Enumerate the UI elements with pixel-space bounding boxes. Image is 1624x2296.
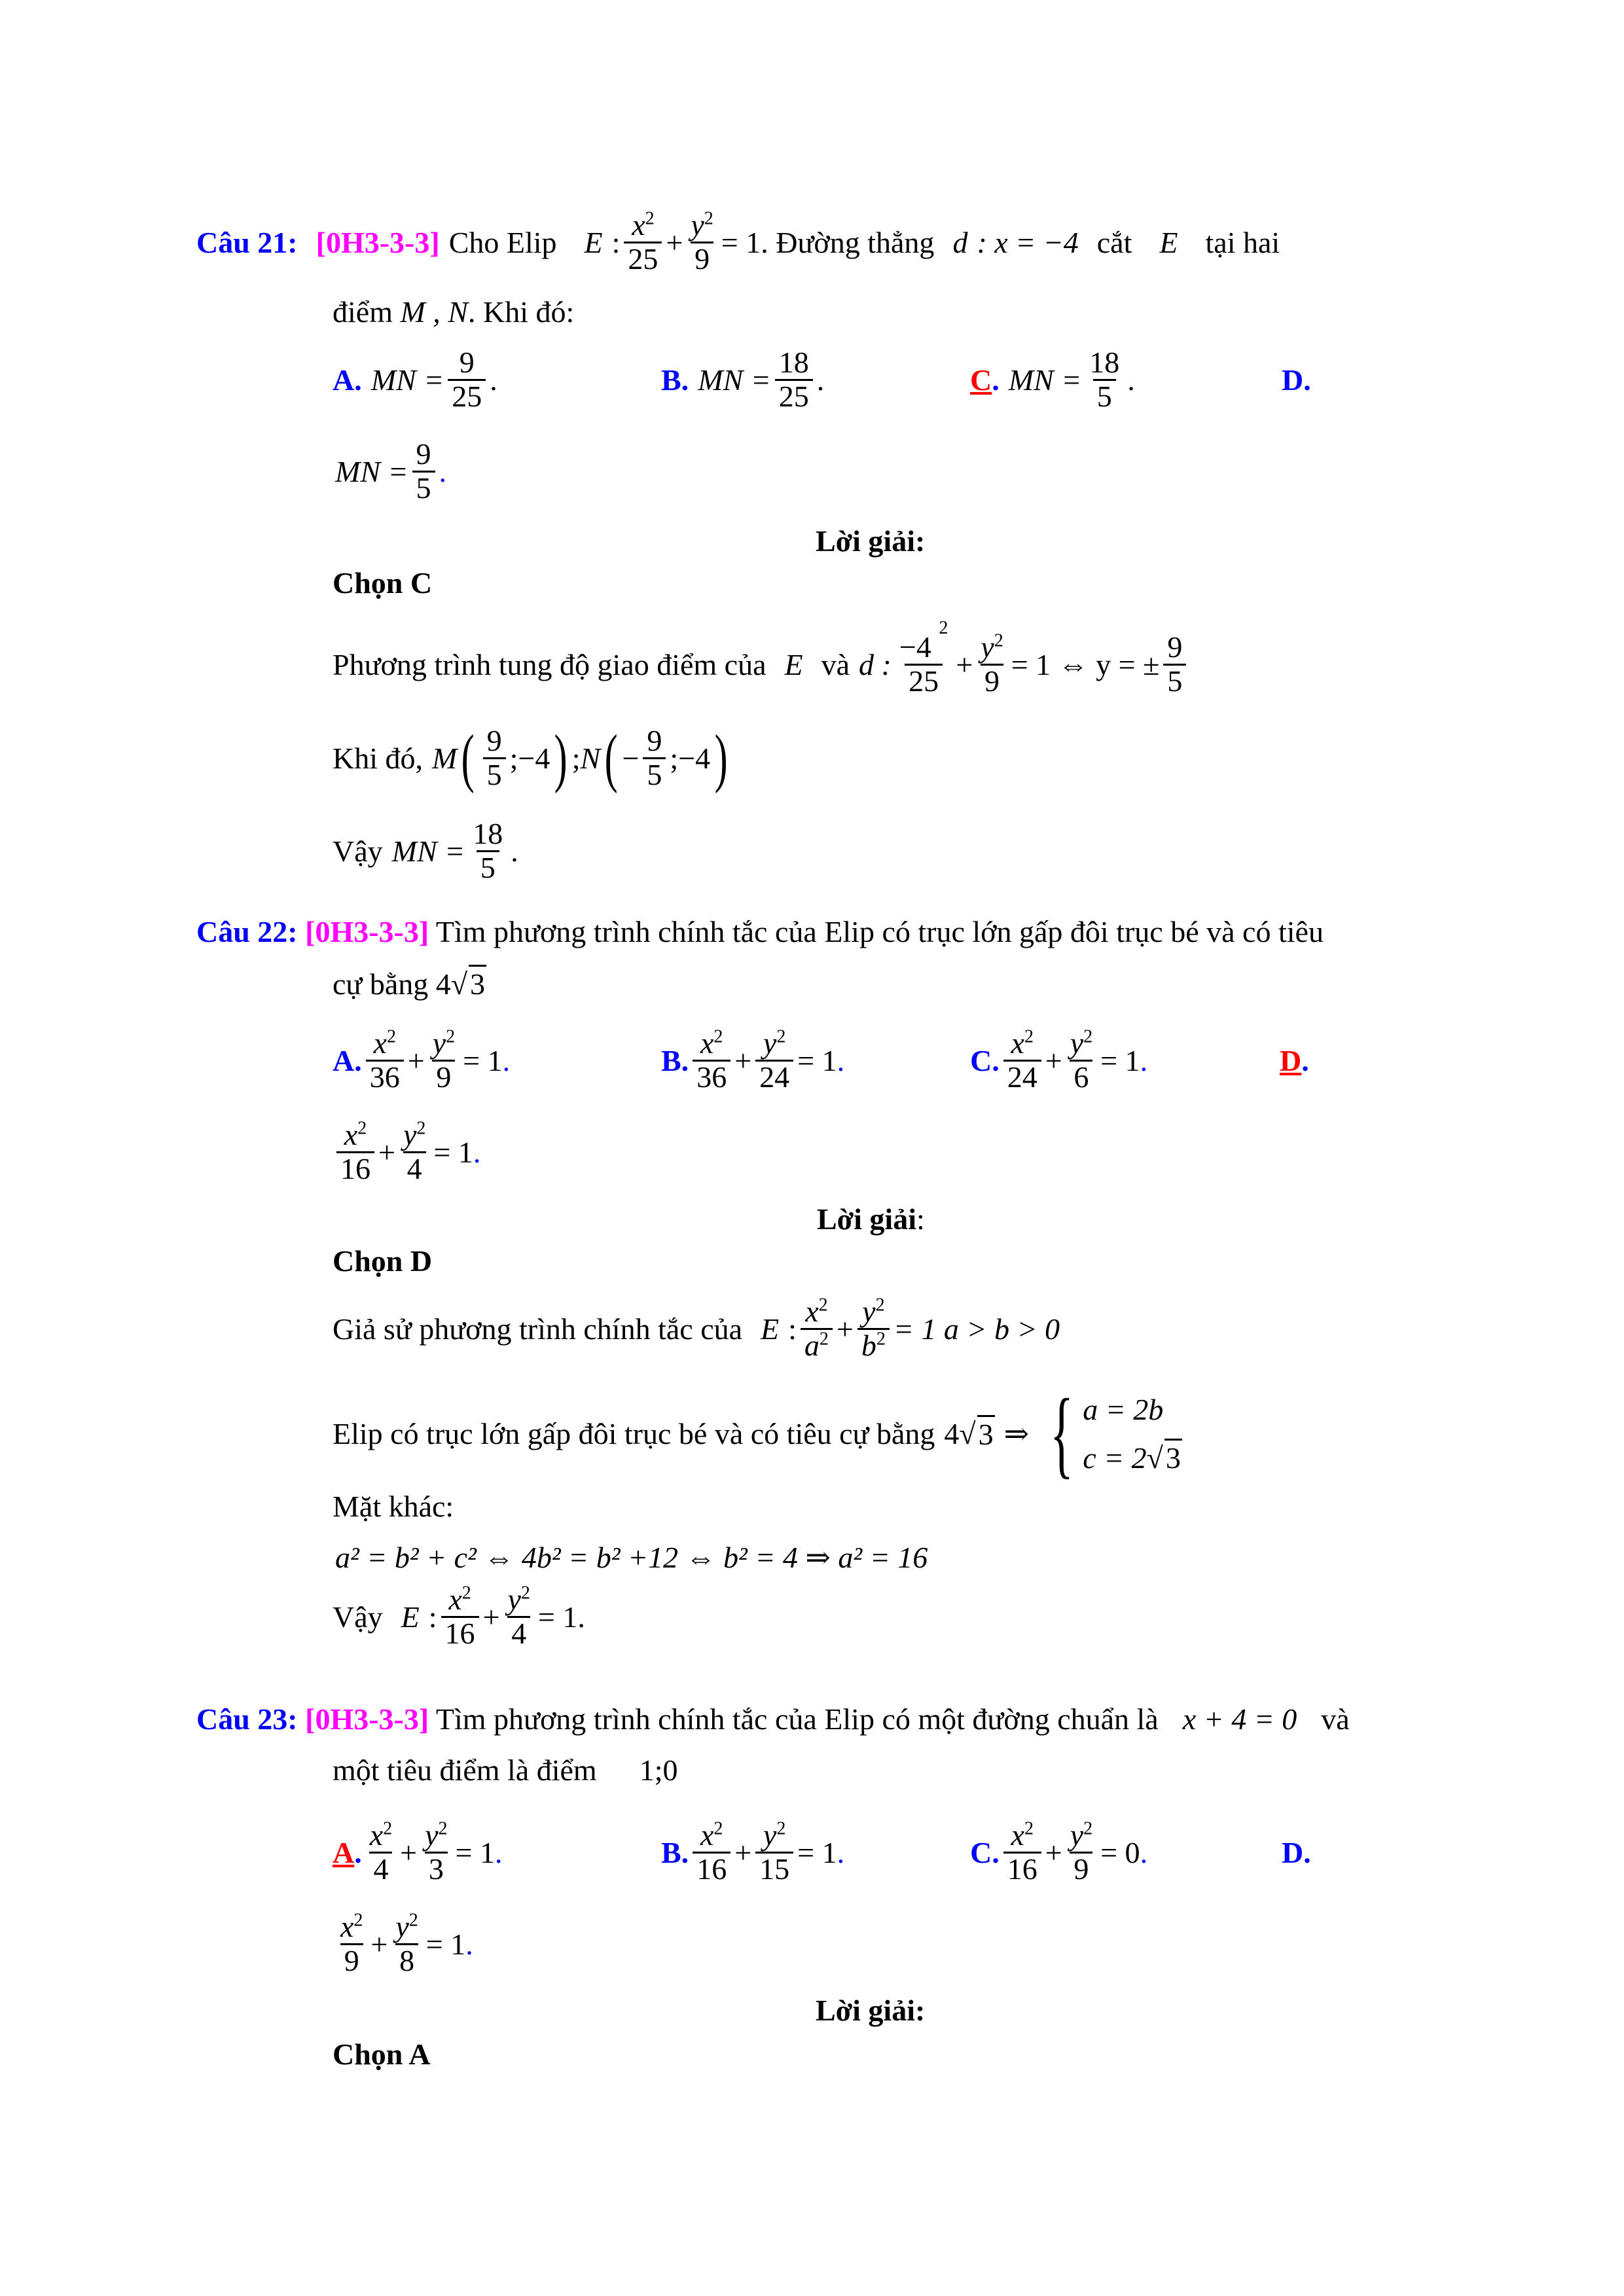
q21-c-num: 18 [1089,346,1120,380]
q22-s1-b: b [861,1328,876,1362]
q21-sol2-minus: − [622,741,640,775]
q22-label: Câu 22: [196,915,298,948]
q23-and: và [1321,1702,1350,1736]
q23-opt-c-label: C. [970,1835,1000,1869]
q23-b-xden: 16 [693,1852,731,1885]
q22-s2-text: Elip có trục lớn gấp đôi trục bé và có tiêu cự bằng [333,1416,935,1450]
q23-b-yfrac [755,1820,793,1885]
q21-x-den: 25 [624,242,662,275]
q23-c-x: x [1011,1818,1024,1852]
q21-sol2-rparen2: ) [714,721,728,794]
q21-sol1-9: 9 [981,664,1003,697]
q21-intro: Cho Elip [448,225,557,259]
q23-option-d[interactable] [333,1898,473,1990]
q21-sol2-nden: 5 [643,757,666,791]
q23-a-xden: 4 [369,1852,392,1885]
q21-b-num: 18 [778,346,809,380]
q23-text2: một tiêu điểm là điểm [333,1753,597,1787]
q22-s1-colon: : [788,1312,797,1346]
q22-solution-title-text: Lời giải [817,1202,916,1236]
q22-sol-line2 [333,1381,1182,1486]
q22-s2-system [1038,1379,1182,1488]
q22-b-dot: . [837,1043,845,1077]
q22-a-yden: 9 [432,1060,455,1093]
q22-d-yden: 4 [403,1151,426,1185]
q22-sol-line5 [333,1571,585,1662]
q21-sol3-den: 5 [477,850,499,884]
q21-c-frac [1085,347,1123,412]
q23-b-plus: + [734,1835,752,1869]
q23-c-xden: 16 [1003,1852,1041,1885]
q22-c-ysq: 2 [1083,1026,1093,1047]
q22-d-ysq: 2 [416,1118,426,1139]
q23-c-yfrac [1066,1820,1096,1885]
q21-sol2-mtail: ;−4 [509,741,550,775]
q22-s1-cond: = 1 a > b > 0 [893,1312,1060,1346]
q23-b-xsq: 2 [713,1818,723,1839]
q21-E: E [584,225,603,259]
q22-s2-brace: { [1050,1379,1074,1488]
q22-s5-plus: + [482,1600,500,1634]
q23-tag: [0H3-3-3] [305,1702,429,1736]
q22-b-x: x [700,1026,714,1060]
q22-s5-y: y [507,1583,521,1617]
q23-b-y: y [763,1818,777,1852]
q22-opt-d-dot: . [1301,1043,1309,1077]
q21-tag: [0H3-3-3] [316,225,440,259]
q23-c-xsq: 2 [1024,1818,1034,1839]
q22-s5-dot: . [577,1600,585,1634]
q23-stem-line1 [196,1702,1350,1736]
q23-opt-a-dot: . [354,1835,362,1869]
q21-sol2-ntail: ;−4 [670,741,711,775]
q23-d-xsq: 2 [353,1910,363,1931]
q21-sol-line3 [333,805,518,897]
q21-sol2-nnum: 9 [647,724,662,758]
q22-c-plus: + [1045,1043,1062,1077]
q22-c-yfrac [1066,1028,1096,1093]
q22-b-ysq: 2 [776,1026,786,1047]
q22-a-ysq: 2 [446,1026,456,1047]
q22-s1-asq: 2 [819,1329,829,1350]
q21-option-c[interactable] [970,334,1135,425]
q22-s1-x: x [805,1295,819,1329]
q22-s1-a: a [804,1328,820,1362]
q21-d-den: 5 [412,471,435,504]
q21-y: y [691,208,704,242]
q22-s5-yden: 4 [507,1616,530,1649]
q22-s5-ysq: 2 [520,1583,530,1604]
q21-b-frac [775,347,813,412]
q21-option-b[interactable] [661,334,824,425]
q22-s5-yfrac [503,1584,533,1649]
q22-c-dot: . [1140,1043,1148,1077]
q23-a-plus: + [400,1835,418,1869]
q23-d-eq: = 1 [425,1927,466,1961]
q23-d-yfrac [391,1911,422,1977]
q22-c-xden: 24 [1003,1060,1041,1093]
q22-s5-eq: = 1 [537,1600,578,1634]
q22-b-xden: 36 [693,1060,731,1093]
q22-s5-xden: 16 [441,1616,479,1649]
q21-sol2-lparen: ( [461,721,475,794]
q22-a-x: x [373,1026,387,1060]
q21-a-mn: MN = [370,363,444,397]
q22-s1-ysq: 2 [875,1295,885,1316]
q21-d-frac [412,439,435,504]
q22-s5-E: E [401,1600,420,1634]
q21-sol3-mn: MN = [391,834,465,868]
q21-option-d[interactable] [335,425,446,517]
q23-option-a[interactable] [333,1806,502,1898]
q22-s2-row1: a = 2b [1083,1392,1164,1426]
q23-a-ysq: 2 [438,1818,448,1839]
q22-s5-xfrac [441,1584,479,1649]
q21-opt-a-label: A. [333,363,362,397]
q21-b-den: 25 [775,379,813,412]
q23-a-yden: 3 [425,1852,448,1885]
q23-option-d-label[interactable] [1282,1806,1311,1898]
q23-a-y: y [425,1818,439,1852]
q21-sol3-frac [469,818,507,884]
q22-c-eq: = 1 [1100,1043,1140,1077]
q22-b-eq: = 1 [797,1043,837,1077]
q23-opt-a-label: A [333,1835,355,1869]
q22-text: Tìm phương trình chính tắc của Elip có trục lớn gấp đôi trục bé và có tiêu [435,915,1324,948]
q22-d-plus: + [378,1135,395,1169]
q23-d-plus: + [370,1927,388,1961]
q22-opt-d-label: D [1280,1043,1302,1077]
q22-s1-xfrac [801,1296,833,1361]
q21-sol1-frac2 [977,632,1007,697]
q22-d-yfrac [399,1119,429,1185]
q23-opt-d-label: D. [1282,1835,1311,1869]
q21-text-end: tại hai [1205,225,1280,259]
q23-d-x: x [340,1910,354,1944]
q22-b-yfrac [755,1028,793,1093]
q21-line-d: d [952,225,968,259]
q23-b-eq: = 1 [797,1835,837,1869]
q23-c-ysq: 2 [1083,1818,1093,1839]
q21-cut: cắt [1096,225,1132,259]
q21-sol2-mfrac [483,725,506,791]
q22-option-c[interactable] [970,1014,1147,1106]
q21-a-num: 9 [459,346,475,380]
q22-option-b[interactable] [661,1014,844,1106]
q23-label: Câu 23: [196,1702,298,1736]
q21-sol1-res: = 1 ⇔ y = ± [1011,647,1160,681]
q23-d-dot: . [465,1927,473,1961]
q22-s1-yfrac [857,1296,890,1361]
q23-c-y: y [1070,1818,1084,1852]
q22-s1-y: y [862,1295,876,1329]
q22-root-sign: √ [450,967,468,1001]
q22-s5-xsq: 2 [461,1583,471,1604]
q21-eq: = 1 [721,225,761,259]
q22-c-xfrac [1003,1028,1041,1093]
q22-s2-row2-root-sign: √ [1146,1441,1163,1475]
q21-y-den: 9 [691,242,713,275]
q21-sol2-lparen2: ( [604,721,618,794]
q22-c-xsq: 2 [1024,1026,1034,1047]
q23-directrix: x + 4 = 0 [1182,1702,1297,1736]
q22-b-xfrac [693,1028,731,1093]
q22-c-x: x [1011,1026,1024,1060]
q21-sol3-dot: . [511,834,518,868]
q21-sol-line1 [333,619,1190,710]
q22-s1-plus: + [836,1312,854,1346]
q21-d-dot: . [439,454,447,488]
q22-stem-line1 [196,914,1324,949]
q21-ellipse-y-frac [687,209,717,275]
q21-d-num: 9 [416,437,431,471]
q22-b-xsq: 2 [713,1026,723,1047]
q23-option-b[interactable] [661,1806,844,1898]
q22-s2-3: 3 [977,1415,995,1452]
q21-sol1-frac3 [1163,632,1186,697]
q22-a-y: y [432,1026,446,1060]
q21-E2: E [1159,225,1178,259]
q22-c-yden: 6 [1070,1060,1092,1093]
q22-choice: Chọn D [333,1244,433,1278]
q23-a-dot: . [494,1835,503,1869]
q21-sol1-y: y [981,630,994,664]
q21-line-eq: : x = −4 [977,225,1079,259]
q21-opt-b-label: B. [661,363,689,397]
q23-stem-line2 [333,1753,677,1787]
q21-c-dot: . [1127,363,1135,397]
q23-d-y: y [395,1910,409,1944]
q21-sol1-rden: 5 [1163,664,1186,697]
q23-b-dot: . [837,1835,845,1869]
q23-c-eq: = 0 [1100,1835,1140,1869]
q21-option-a[interactable] [333,334,497,425]
q21-sol-line2 [333,712,732,804]
q21-sol3-text: Vậy [333,834,383,868]
q22-option-a[interactable] [333,1014,510,1106]
q22-a-plus: + [407,1043,425,1077]
q23-opt-b-label: B. [661,1835,689,1869]
q21-opt-d-label: D. [1282,363,1311,397]
q21-stem-line2 [333,295,574,329]
q23-option-c[interactable] [970,1806,1147,1898]
q21-c-den: 5 [1093,379,1116,412]
q23-d-yden: 8 [395,1943,418,1977]
q21-label: Câu 21: [196,225,298,259]
q22-c-y: y [1070,1026,1084,1060]
q23-focus: 1;0 [639,1753,678,1787]
q21-y-sq: 2 [704,208,713,229]
q23-a-xsq: 2 [383,1818,393,1839]
q21-sol1-d: d : [859,647,892,681]
q21-d-mn: MN = [335,454,408,488]
q22-a-eq: = 1 [463,1043,503,1077]
q21-c-mn: MN = [1008,363,1082,397]
q23-b-yden: 15 [755,1852,793,1885]
q21-colon: : [611,225,621,259]
q21-sol1-num: −4 [899,630,931,664]
q22-solution-title [817,1202,925,1236]
q22-option-d-label[interactable] [1280,1014,1309,1106]
q22-a-xfrac [366,1028,404,1093]
q21-a-dot: . [490,363,497,397]
q22-b-yden: 24 [755,1060,793,1093]
q22-s1-bsq: 2 [876,1329,886,1350]
q21-sol1-sq: 2 [939,617,948,638]
q21-sol1-plus: + [956,647,973,681]
q21-sol2-text: Khi đó, [333,741,423,775]
q23-a-yfrac [421,1820,451,1885]
q21-solution-title: Lời giải: [816,524,926,558]
q21-a-den: 25 [448,379,486,412]
q21-line2-text: điểm [333,295,393,329]
q21-a-frac [448,347,486,412]
q21-sol1-den: 25 [905,664,943,697]
q22-d-dot: . [473,1135,481,1169]
q21-b-dot: . [816,363,825,397]
q21-points: M , N [400,295,468,329]
q22-d-x: x [344,1118,358,1152]
q21-sol1-E: E [784,647,803,681]
q21-stem-line1 [196,196,1280,288]
q21-sol1-frac1 [895,617,952,698]
q22-s5-colon: : [428,1600,437,1634]
q22-b-plus: + [734,1043,752,1077]
q22-a-xden: 36 [366,1060,404,1093]
q21-choice: Chọn C [333,566,433,600]
q22-s2-root-sign: √ [959,1416,976,1450]
q22-solution-colon: : [916,1202,925,1236]
q22-s2-row2-root: 3 [1164,1439,1182,1475]
q21-sol2-N: N [580,741,601,775]
q22-d-xden: 16 [336,1151,374,1185]
q22-a-yfrac [429,1028,459,1093]
q21-ellipse-x-frac [624,209,662,275]
q22-s1-text: Giả sử phương trình chính tắc của [333,1312,743,1346]
q21-sol2-sep: ; [571,741,581,775]
q21-line2-end: . Khi đó: [467,295,575,329]
q23-c-dot: . [1140,1835,1148,1869]
q21-sol2-M: M [432,741,458,775]
q21-x-sq: 2 [645,208,655,229]
q22-focal: 4 [435,967,451,1001]
q23-b-x: x [700,1818,714,1852]
q23-text: Tìm phương trình chính tắc của Elip có một đường chuẩn là [435,1702,1159,1736]
q22-d-eq: = 1 [433,1135,473,1169]
q21-opt-c-label: C [970,363,992,397]
q22-sol-line4: a² = b² + c² ⇔ 4b² = b² +12 ⇔ b² = 4 ⇒ a² = 16 [335,1541,928,1574]
q22-a-xsq: 2 [386,1026,396,1047]
q22-s2-row2: c = 2 [1083,1441,1147,1475]
q23-a-xfrac [366,1820,396,1885]
q22-s2-imp: ⇒ [1003,1417,1030,1450]
q23-c-plus: + [1045,1835,1062,1869]
q21-sol1-rnum: 9 [1167,630,1183,664]
q22-s1-xsq: 2 [818,1295,828,1316]
q22-d-xsq: 2 [357,1118,367,1139]
q21-opt-c-dot: . [992,363,1000,397]
q23-choice: Chọn A [333,2037,431,2071]
q22-sol-line3: Mặt khác: [333,1490,454,1523]
q22-d-y: y [403,1118,417,1152]
q23-solution-title: Lời giải: [816,1994,926,2027]
q23-c-yden: 9 [1070,1852,1092,1885]
q21-x: x [632,208,645,242]
q21-plus: + [666,225,683,259]
q21-sol2-mden: 5 [483,757,506,791]
q21-sol1-y-sq: 2 [994,630,1003,651]
q22-s5-text: Vậy [333,1600,383,1634]
q22-b-y: y [763,1026,777,1060]
q22-s2-4: 4 [944,1416,960,1450]
q21-option-d-label[interactable] [1282,334,1311,425]
q22-d-xfrac [336,1119,374,1185]
q23-d-xfrac [336,1911,367,1977]
q21-b-mn: MN = [698,363,771,397]
q23-c-xfrac [1003,1820,1041,1885]
q23-a-eq: = 1 [455,1835,495,1869]
q21-sol1-text: Phương trình tung độ giao điểm của [333,647,767,681]
q23-d-xden: 9 [340,1943,363,1977]
q23-d-ysq: 2 [408,1910,418,1931]
q22-opt-c-label: C. [970,1043,1000,1077]
q22-s5-x: x [448,1583,462,1617]
q21-text-mid: . Đường thẳng [761,225,935,259]
q22-text2: cự bằng [333,967,429,1001]
q22-a-dot: . [502,1043,511,1077]
q22-option-d[interactable] [333,1106,480,1198]
q22-s1-E: E [761,1312,780,1346]
q21-sol2-rparen: ) [554,721,568,794]
q23-a-x: x [369,1818,384,1852]
q22-root: 3 [469,965,486,1001]
q21-sol1-and: và [821,647,850,681]
q21-sol3-num: 18 [473,817,503,851]
q22-opt-b-label: B. [661,1043,689,1077]
q23-b-ysq: 2 [776,1818,786,1839]
q21-sol2-nfrac [643,725,666,791]
q23-b-xfrac [693,1820,731,1885]
q22-tag: [0H3-3-3] [305,915,429,948]
q22-sol-line1 [333,1283,1060,1374]
q22-stem-line2 [333,965,486,1001]
q22-opt-a-label: A. [333,1043,362,1077]
q21-sol2-mnum: 9 [486,724,502,758]
